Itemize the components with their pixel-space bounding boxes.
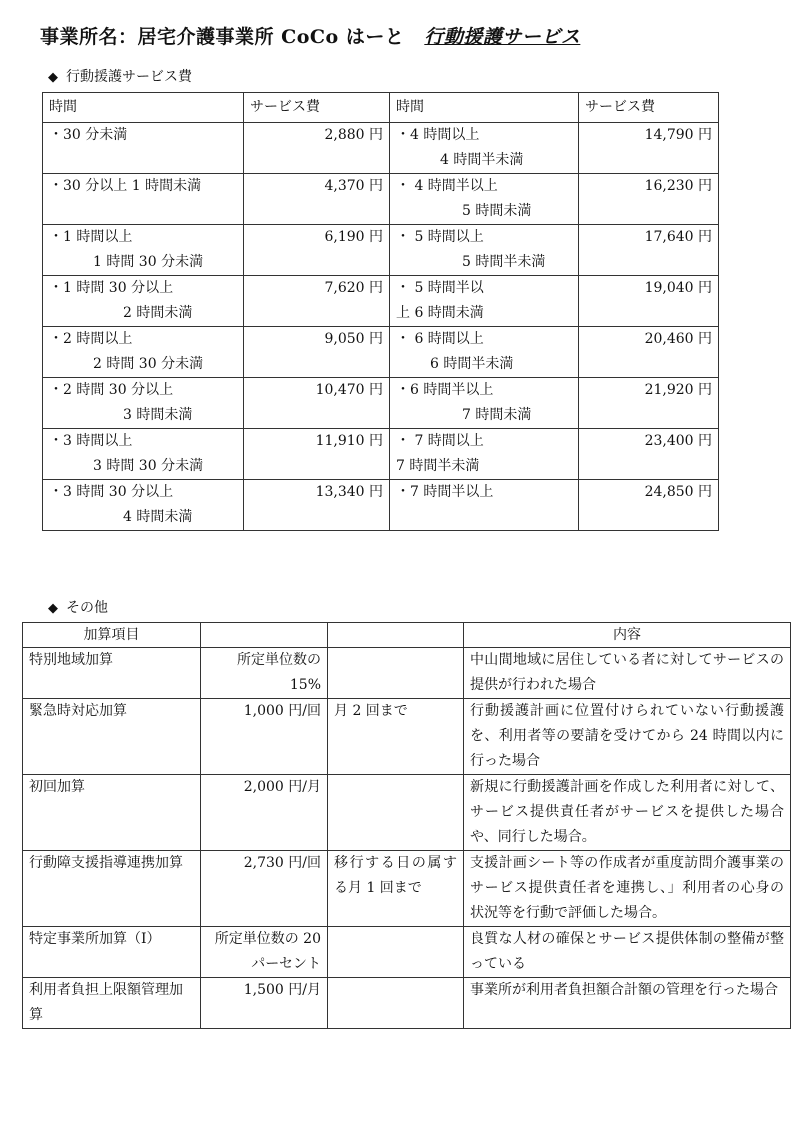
col-time-1: 時間 <box>43 93 244 123</box>
col-fee-2: サービス費 <box>579 93 719 123</box>
fee-value: 2,880 円 <box>244 123 390 174</box>
time-label-cont: 1 時間 30 分未満 <box>93 254 204 270</box>
time-label-cont: 2 時間未満 <box>123 305 193 321</box>
table-row <box>23 978 791 1029</box>
fee-value: 23,400 円 <box>579 429 719 480</box>
time-label: ・30 分未満 <box>49 127 128 143</box>
time-label: ・2 時間 30 分以上 <box>49 382 174 398</box>
diamond-icon: ◆ <box>48 70 58 85</box>
item-name: 利用者負担上限額管理加算 <box>23 978 201 1029</box>
office-name: 事業所名：居宅介護事業所 CoCo はーと <box>40 26 405 48</box>
table-row <box>23 851 791 927</box>
fee-value: 14,790 円 <box>579 123 719 174</box>
item-name: 特別地域加算 <box>23 648 201 699</box>
time-label: ・3 時間以上 <box>49 433 133 449</box>
table-row <box>43 276 719 327</box>
fee-value: 17,640 円 <box>579 225 719 276</box>
time-label: ・ 5 時間半以 <box>396 280 484 296</box>
table-row <box>43 378 719 429</box>
time-label-cont: 7 時間半未満 <box>396 458 480 474</box>
table-row <box>23 648 791 699</box>
item-amount: 所定単位数の 15% <box>201 648 328 699</box>
fee-section-heading: ◆ 行動援護サービス費 <box>48 69 192 85</box>
time-label: ・7 時間半以上 <box>396 484 494 500</box>
item-content: 支援計画シート等の作成者が重度訪問介護事業のサービス提供責任者を連携し、」利用者の心身の状況等を行動で評価した場合。 <box>464 851 791 927</box>
fee-value: 10,470 円 <box>244 378 390 429</box>
time-label-cont: 上 6 時間未満 <box>396 305 484 321</box>
time-label-cont: 6 時間半未満 <box>430 356 514 372</box>
service-name: 行動援護サービス <box>424 26 581 48</box>
item-condition: 月 2 回まで <box>328 699 464 775</box>
time-label: ・1 時間 30 分以上 <box>49 280 174 296</box>
time-label: ・3 時間 30 分以上 <box>49 484 174 500</box>
item-name: 行動障支援指導連携加算 <box>23 851 201 927</box>
item-condition <box>328 775 464 851</box>
fee-table-header <box>43 93 719 123</box>
table-row <box>23 775 791 851</box>
item-amount: 2,730 円/回 <box>201 851 328 927</box>
time-label-cont: 5 時間半未満 <box>462 254 546 270</box>
time-label-cont: 4 時間未満 <box>123 509 193 525</box>
table-row <box>43 123 719 174</box>
item-condition <box>328 927 464 978</box>
item-condition <box>328 648 464 699</box>
item-amount: 所定単位数の 20 パーセント <box>201 927 328 978</box>
item-condition <box>328 978 464 1029</box>
surcharge-table <box>22 622 791 1029</box>
item-content: 新規に行動援護計画を作成した利用者に対して、サービス提供責任者がサービスを提供した場合や、同行した場合。 <box>464 775 791 851</box>
item-content: 良質な人材の確保とサービス提供体制の整備が整っている <box>464 927 791 978</box>
time-label: ・ 5 時間以上 <box>396 229 484 245</box>
fee-value: 9,050 円 <box>244 327 390 378</box>
col-content: 内容 <box>464 623 791 648</box>
item-amount: 2,000 円/月 <box>201 775 328 851</box>
time-label-cont: 3 時間 30 分未満 <box>93 458 204 474</box>
item-content: 事業所が利用者負担額合計額の管理を行った場合 <box>464 978 791 1029</box>
fee-value: 20,460 円 <box>579 327 719 378</box>
fee-value: 4,370 円 <box>244 174 390 225</box>
item-amount: 1,000 円/回 <box>201 699 328 775</box>
time-label: ・30 分以上 1 時間未満 <box>49 178 202 194</box>
time-label: ・6 時間半以上 <box>396 382 494 398</box>
col-item: 加算項目 <box>23 623 201 648</box>
table-row <box>43 429 719 480</box>
item-amount: 1,500 円/月 <box>201 978 328 1029</box>
diamond-icon: ◆ <box>48 601 58 616</box>
table-row <box>43 174 719 225</box>
time-label-cont: 7 時間未満 <box>462 407 532 423</box>
time-label: ・ 4 時間半以上 <box>396 178 498 194</box>
time-label-cont: 4 時間半未満 <box>440 152 524 168</box>
table-row <box>23 699 791 775</box>
time-label-cont: 3 時間未満 <box>123 407 193 423</box>
table-row <box>43 480 719 531</box>
fee-value: 19,040 円 <box>579 276 719 327</box>
fee-value: 13,340 円 <box>244 480 390 531</box>
col-time-2: 時間 <box>390 93 579 123</box>
table-row <box>23 927 791 978</box>
fee-value: 6,190 円 <box>244 225 390 276</box>
time-label-cont: 5 時間未満 <box>462 203 532 219</box>
surcharge-table-header <box>23 623 791 648</box>
table-row <box>43 327 719 378</box>
fee-value: 7,620 円 <box>244 276 390 327</box>
fee-value: 16,230 円 <box>579 174 719 225</box>
table-row <box>43 225 719 276</box>
fee-value: 24,850 円 <box>579 480 719 531</box>
item-content: 中山間地域に居住している者に対してサービスの提供が行われた場合 <box>464 648 791 699</box>
item-name: 緊急時対応加算 <box>23 699 201 775</box>
item-content: 行動援護計画に位置付けられていない行動援護を、利用者等の要請を受けてから 24 時間以内に行った場合 <box>464 699 791 775</box>
time-label: ・1 時間以上 <box>49 229 133 245</box>
time-label-cont: 2 時間 30 分未満 <box>93 356 204 372</box>
time-label: ・ 7 時間以上 <box>396 433 484 449</box>
time-label: ・2 時間以上 <box>49 331 133 347</box>
col-fee-1: サービス費 <box>244 93 390 123</box>
fee-value: 11,910 円 <box>244 429 390 480</box>
other-section-heading: ◆ その他 <box>48 600 108 616</box>
time-label: ・ 6 時間以上 <box>396 331 484 347</box>
page-title <box>40 22 580 49</box>
item-name: 初回加算 <box>23 775 201 851</box>
item-condition: 移行する日の属する月 1 回まで <box>328 851 464 927</box>
fee-value: 21,920 円 <box>579 378 719 429</box>
fee-table <box>42 92 719 531</box>
time-label: ・4 時間以上 <box>396 127 480 143</box>
item-name: 特定事業所加算（Ⅰ） <box>23 927 201 978</box>
